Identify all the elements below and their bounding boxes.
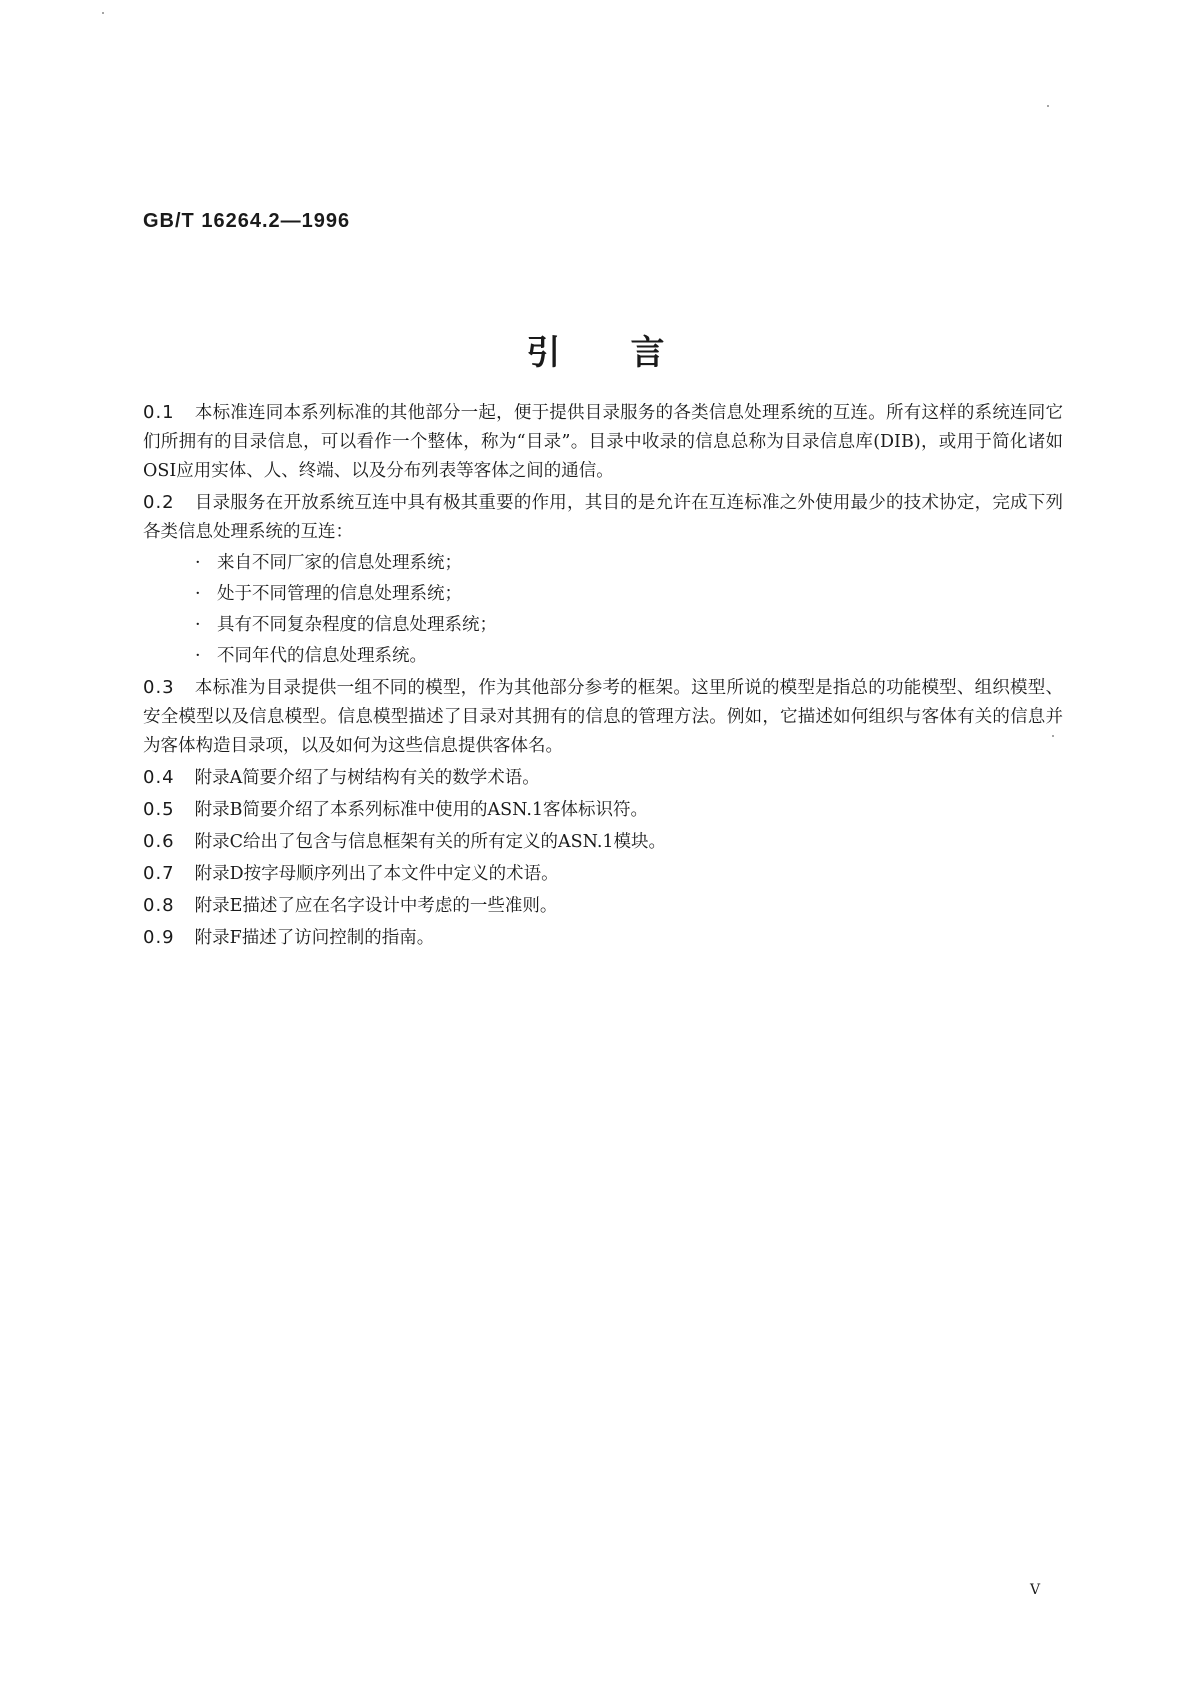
paragraph-0-6 [143, 827, 1063, 857]
paragraph-text: 本标准为目录提供一组不同的模型，作为其他部分参考的框架。这里所说的模型是指总的功能模型、组织模型、安全模型以及信息模型。信息模型描述了目录对其拥有的信息的管理方法。例如，它描述如何组织与客体有关的信息并为客体构造目录项，以及如何为这些信息提供客体名。 [143, 678, 1063, 756]
paragraph-0-5 [143, 795, 1063, 825]
paragraph-text: 附录A简要介绍了与树结构有关的数学术语。 [194, 768, 540, 788]
document-body [143, 398, 1063, 955]
bullet-icon: · [195, 646, 201, 666]
list-item [195, 642, 1063, 671]
paragraph-number: 0.6 [143, 831, 175, 852]
paragraph-number: 0.1 [143, 402, 175, 423]
paragraph-text: 附录E描述了应在名字设计中考虑的一些准则。 [194, 896, 558, 916]
paragraph-0-8 [143, 891, 1063, 921]
bullet-list [143, 549, 1063, 671]
bullet-icon: · [195, 553, 201, 573]
paragraph-text: 附录D按字母顺序列出了本文件中定义的术语。 [194, 864, 559, 884]
paragraph-0-3 [143, 673, 1063, 761]
paragraph-text: 附录B简要介绍了本系列标准中使用的ASN.1客体标识符。 [194, 800, 649, 820]
paragraph-text: 附录F描述了访问控制的指南。 [194, 928, 435, 948]
bullet-icon: · [195, 584, 201, 604]
page-title: 引言 [526, 333, 735, 373]
paragraph-number: 0.5 [143, 799, 175, 820]
paragraph-0-7 [143, 859, 1063, 889]
list-item-text: 来自不同厂家的信息处理系统； [217, 553, 462, 573]
list-item-text: 不同年代的信息处理系统。 [217, 646, 427, 666]
paragraph-number: 0.9 [143, 927, 175, 948]
paragraph-text: 本标准连同本系列标准的其他部分一起，便于提供目录服务的各类信息处理系统的互连。所有这样的系统连同它们所拥有的目录信息，可以看作一个整体，称为“目录”。目录中收录的信息总称为目录信息库(DIB)，或用于简化诸如OSI应用实体、人、终端、以及分布列表等客体之间的通信。 [143, 403, 1063, 481]
paragraph-number: 0.8 [143, 895, 175, 916]
paragraph-number: 0.7 [143, 863, 175, 884]
bullet-icon: · [195, 615, 201, 635]
list-item [195, 580, 1063, 609]
scan-speck [1052, 735, 1054, 737]
list-item-text: 处于不同管理的信息处理系统； [217, 584, 462, 604]
page-number: V [1030, 1582, 1041, 1598]
paragraph-number: 0.4 [143, 767, 175, 788]
standard-number: GB/T 16264.2—1996 [143, 210, 351, 232]
paragraph-number: 0.2 [143, 492, 175, 513]
paragraph-text: 附录C给出了包含与信息框架有关的所有定义的ASN.1模块。 [194, 832, 667, 852]
paragraph-0-9 [143, 923, 1063, 953]
list-item-text: 具有不同复杂程度的信息处理系统； [217, 615, 497, 635]
list-item [195, 549, 1063, 578]
scan-speck [102, 12, 104, 14]
paragraph-0-4 [143, 763, 1063, 793]
paragraph-number: 0.3 [143, 677, 175, 698]
scan-speck [1047, 105, 1049, 107]
paragraph-0-2 [143, 488, 1063, 547]
paragraph-0-1 [143, 398, 1063, 486]
paragraph-text: 目录服务在开放系统互连中具有极其重要的作用，其目的是允许在互连标准之外使用最少的技术协定，完成下列各类信息处理系统的互连： [143, 493, 1063, 542]
list-item [195, 611, 1063, 640]
